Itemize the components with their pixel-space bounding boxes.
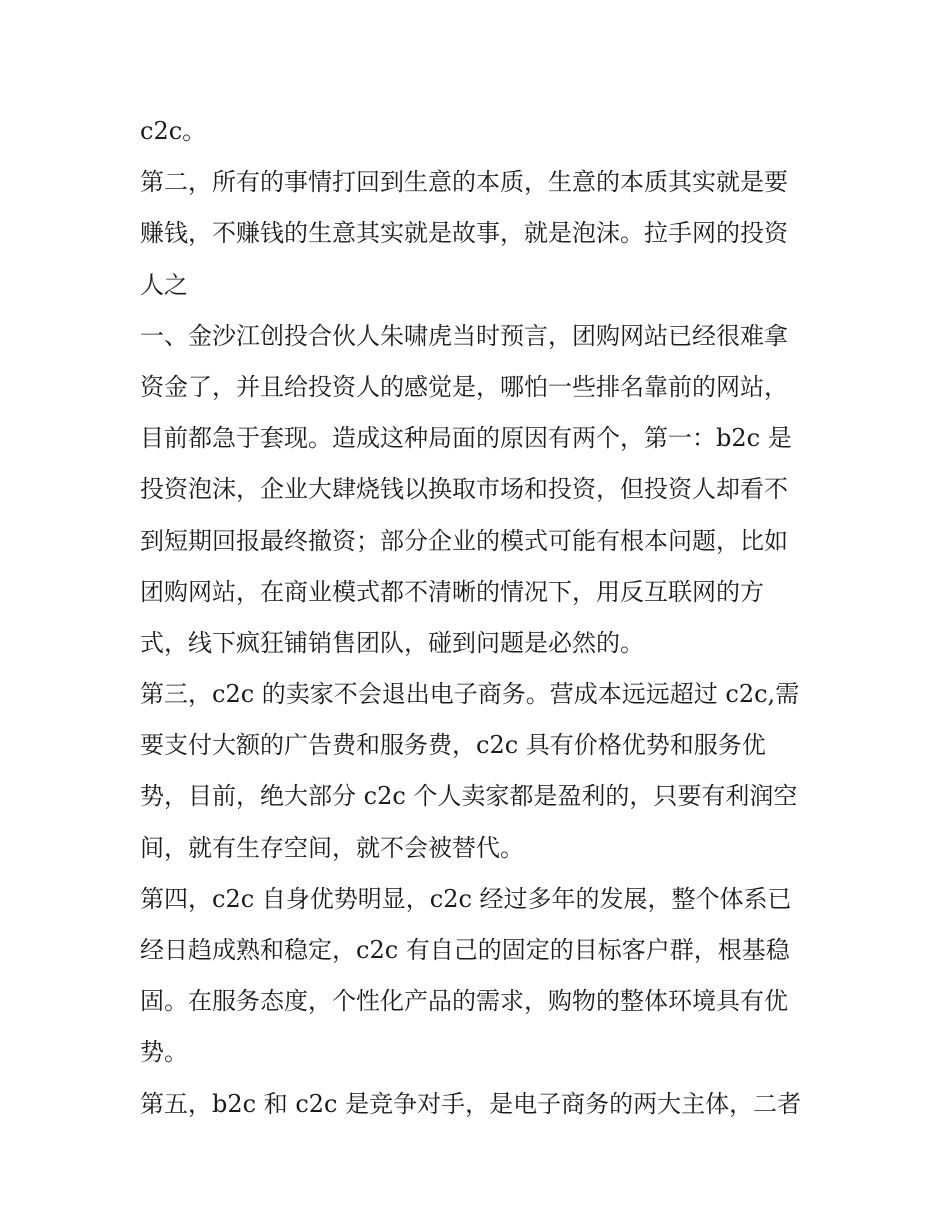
text-line: 势，目前，绝大部分 c2c 个人卖家都是盈利的，只要有利润空	[140, 782, 798, 811]
text-line: 第二，所有的事情打回到生意的本质，生意的本质其实就是要	[140, 168, 788, 197]
text-line: 第四，c2c 自身优势明显，c2c 经过多年的发展，整个体系已	[140, 884, 792, 913]
text-line: 第五，b2c 和 c2c 是竞争对手，是电子商务的两大主体，二者	[140, 1089, 802, 1118]
text-line: 势。	[140, 1038, 188, 1067]
text-line: 目前都急于套现。造成这种局面的原因有两个，第一：b2c 是	[140, 424, 792, 453]
text-line: 固。在服务态度，个性化产品的需求，购物的整体环境具有优	[140, 987, 788, 1016]
text-line: 赚钱，不赚钱的生意其实就是故事，就是泡沫。拉手网的投资	[140, 219, 788, 248]
text-line: c2c。	[140, 117, 207, 145]
text-line: 要支付大额的广告费和服务费，c2c 具有价格优势和服务优	[140, 731, 766, 760]
text-line: 式，线下疯狂铺销售团队，碰到问题是必然的。	[140, 628, 644, 657]
text-line: 投资泡沫，企业大肆烧钱以换取市场和投资，但投资人却看不	[140, 475, 788, 504]
text-line: 资金了，并且给投资人的感觉是，哪怕一些排名靠前的网站，	[140, 372, 788, 401]
text-line: 经日趋成熟和稳定，c2c 有自己的固定的目标客户群，根基稳	[140, 936, 790, 964]
text-line: 到短期回报最终撤资；部分企业的模式可能有根本问题，比如	[140, 526, 788, 555]
text-line: 团购网站，在商业模式都不清晰的情况下，用反互联网的方	[140, 577, 764, 606]
document-body	[140, 106, 820, 1130]
text-line: 第三，c2c 的卖家不会退出电子商务。营成本远远超过 c2c,需	[140, 680, 800, 709]
text-line: 一、金沙江创投合伙人朱啸虎当时预言，团购网站已经很难拿	[140, 321, 788, 350]
text-line: 人之	[140, 270, 188, 299]
text-line: 间，就有生存空间，就不会被替代。	[140, 833, 524, 862]
